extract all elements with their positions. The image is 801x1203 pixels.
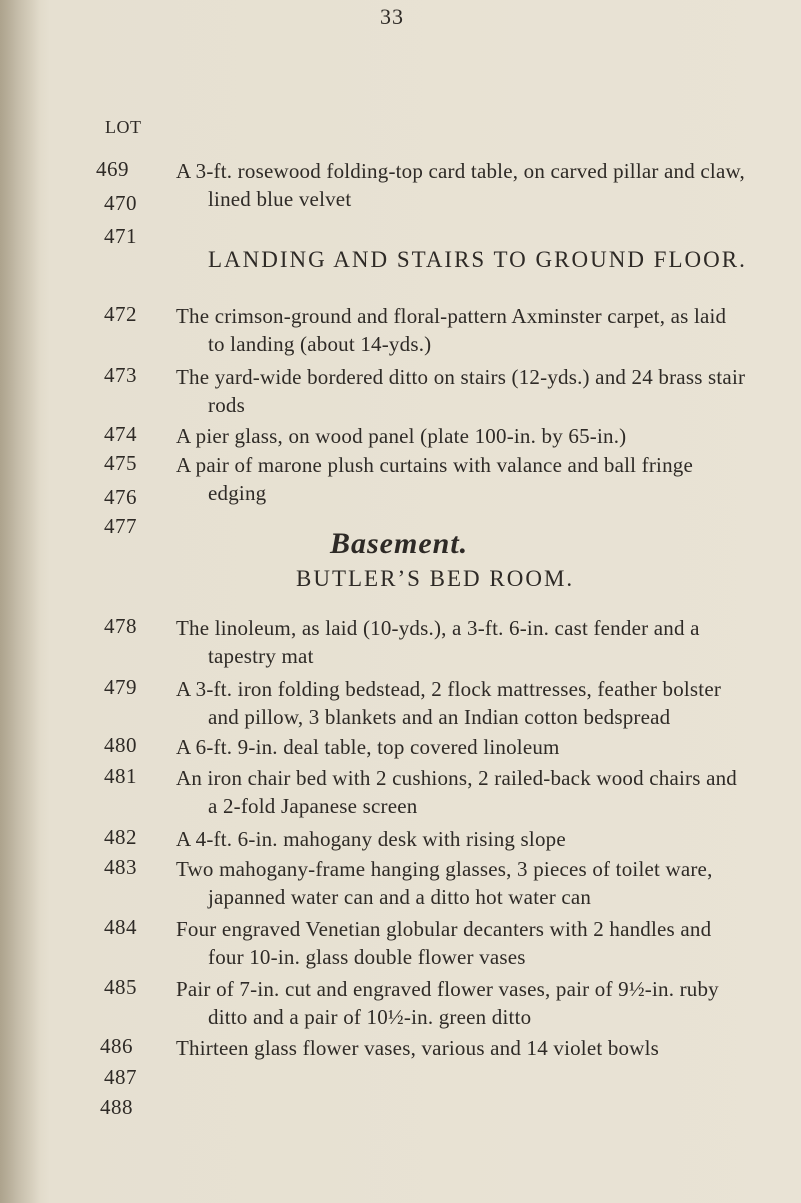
lot-number: 476 — [104, 485, 137, 509]
lot-description — [176, 764, 786, 820]
lot-description — [176, 733, 786, 761]
lot-description — [176, 975, 786, 1031]
section-heading-butler-bed-room: BUTLER’S BED ROOM. — [296, 566, 575, 591]
description-line: ditto and a pair of 10½-in. green ditto — [208, 1005, 532, 1029]
lot-number: 469 — [96, 157, 129, 181]
lot-description — [176, 451, 786, 507]
lot-number: 477 — [104, 514, 137, 538]
description-line: to landing (about 14-yds.) — [208, 332, 432, 356]
lot-description — [176, 915, 786, 971]
description-line: The linoleum, as laid (10-yds.), a 3-ft. 6-in. cast fender and a — [176, 616, 700, 640]
description-line: A 6-ft. 9-in. deal table, top covered linoleum — [176, 735, 560, 759]
description-line: Four engraved Venetian globular decanters with 2 handles and — [176, 917, 712, 941]
lot-description — [176, 825, 786, 853]
lot-number: 485 — [104, 975, 137, 999]
description-line: four 10-in. glass double flower vases — [208, 945, 526, 969]
page-number: 33 — [380, 4, 404, 29]
section-heading-landing: LANDING AND STAIRS TO GROUND FLOOR. — [208, 247, 747, 272]
lot-number: 483 — [104, 855, 137, 879]
lot-number: 486 — [100, 1034, 133, 1058]
lot-description — [176, 422, 786, 450]
description-line: A 3-ft. rosewood folding-top card table, on carved pillar and claw, — [176, 159, 745, 183]
lot-number: 475 — [104, 451, 137, 475]
lot-number: 480 — [104, 733, 137, 757]
description-line: Thirteen glass flower vases, various and 14 violet bowls — [176, 1036, 660, 1060]
description-line: A pier glass, on wood panel (plate 100-in. by 65-in.) — [176, 424, 627, 448]
lot-column-header: LOT — [105, 117, 142, 137]
lot-description — [176, 363, 786, 419]
lot-description — [176, 157, 786, 213]
lot-number: 473 — [104, 363, 137, 387]
description-line: lined blue velvet — [208, 187, 352, 211]
lot-number: 484 — [104, 915, 137, 939]
lot-number: 472 — [104, 302, 137, 326]
description-line: japanned water can and a ditto hot water can — [208, 885, 592, 909]
lot-description — [176, 614, 786, 670]
lot-description — [176, 855, 786, 911]
lot-number: 474 — [104, 422, 137, 446]
lot-number: 482 — [104, 825, 137, 849]
description-line: and pillow, 3 blankets and an Indian cotton bedspread — [208, 705, 671, 729]
description-line: a 2-fold Japanese screen — [208, 794, 418, 818]
description-line: tapestry mat — [208, 644, 314, 668]
description-line: Two mahogany-frame hanging glasses, 3 pieces of toilet ware, — [176, 857, 713, 881]
description-line: rods — [208, 393, 245, 417]
lot-number: 479 — [104, 675, 137, 699]
lot-number: 488 — [100, 1095, 133, 1119]
description-line: A 4-ft. 6-in. mahogany desk with rising slope — [176, 827, 566, 851]
lot-number: 478 — [104, 614, 137, 638]
description-line: An iron chair bed with 2 cushions, 2 railed-back wood chairs and — [176, 766, 737, 790]
description-line: The yard-wide bordered ditto on stairs (12-yds.) and 24 brass stair — [176, 365, 746, 389]
section-heading-basement: Basement. — [330, 527, 469, 560]
description-line: The crimson-ground and floral-pattern Axminster carpet, as laid — [176, 304, 727, 328]
lot-description — [176, 302, 786, 358]
description-line: A 3-ft. iron folding bedstead, 2 flock mattresses, feather bolster — [176, 677, 722, 701]
lot-description — [176, 1034, 786, 1062]
lot-number: 487 — [104, 1065, 137, 1089]
page-edge-shadow — [0, 0, 40, 1203]
lot-number: 471 — [104, 224, 137, 248]
lot-number: 470 — [104, 191, 137, 215]
description-line: edging — [208, 481, 267, 505]
description-line: A pair of marone plush curtains with valance and ball fringe — [176, 453, 694, 477]
description-line: Pair of 7-in. cut and engraved flower vases, pair of 9½-in. ruby — [176, 977, 719, 1001]
lot-number: 481 — [104, 764, 137, 788]
lot-description — [176, 675, 786, 731]
